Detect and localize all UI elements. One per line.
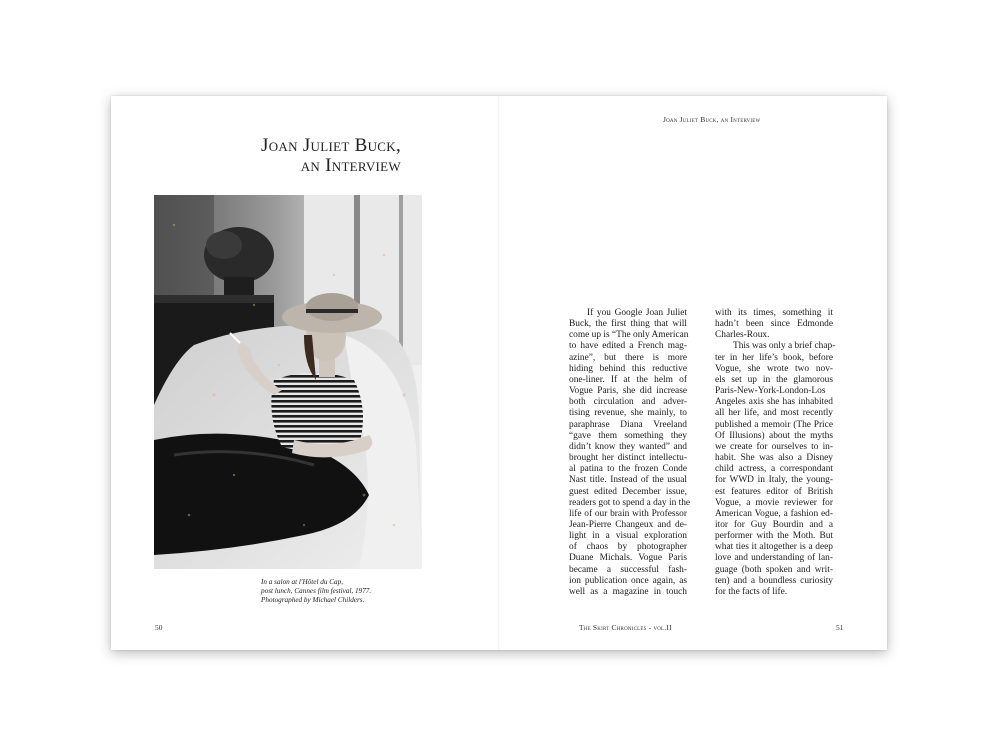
text-line: azine”, but there is more xyxy=(569,352,687,363)
text-line: to have edited a French mag- xyxy=(569,341,687,352)
left-page-number: 50 xyxy=(155,623,163,632)
text-line: became a successful fash- xyxy=(569,564,687,575)
text-line: Charles-Roux. xyxy=(715,330,770,341)
text-line: with its times, something it xyxy=(715,308,833,318)
article-column-2 xyxy=(715,308,836,598)
text-line: come up is “The only American xyxy=(569,330,689,341)
text-line: els set up in the glamorous xyxy=(715,374,833,385)
text-line: Paris-New-York-London-Los xyxy=(715,386,826,397)
text-line: Jean-Pierre Changeux and de- xyxy=(569,519,687,530)
title-line-2: an Interview xyxy=(300,155,401,176)
article-title xyxy=(151,136,401,176)
text-line: American Vogue, a fashion ed- xyxy=(715,508,833,519)
text-line: Duane Michals. Vogue Paris xyxy=(569,553,687,564)
caption-line: Photographed by Michael Childers. xyxy=(261,596,365,604)
text-line: habit. She was also a Disney xyxy=(715,453,833,464)
text-line: what ties it altogether is a deep xyxy=(715,542,833,553)
text-line: ten) and a boundless curiosity xyxy=(715,575,833,586)
text-line: life of our brain with Professor xyxy=(569,508,687,519)
article-column-1 xyxy=(569,308,691,598)
caption-line: post lunch, Cannes film festival, 1977. xyxy=(261,587,372,595)
text-line: Of Illusions) about the myths xyxy=(715,430,833,441)
text-line: didn’t know they wanted” and xyxy=(569,441,687,452)
text-line: guage (both spoken and writ- xyxy=(715,564,833,575)
text-line: tising revenue, she mainly, to xyxy=(569,408,687,419)
text-line: Nast title. Instead of the usual xyxy=(569,475,687,486)
text-line: Vogue, a movie reviewer for xyxy=(715,497,833,508)
text-line: Angeles axis she has inhabited xyxy=(715,397,833,408)
gutter-shadow xyxy=(498,96,500,650)
text-line: est features editor of British xyxy=(715,486,833,497)
text-line: brought her distinct intellectu- xyxy=(569,453,687,464)
caption-line: In a salon at l'Hôtel du Cap, xyxy=(261,578,343,586)
text-line: hadn’t been since Edmonde xyxy=(715,319,833,330)
text-line: ter in her life’s book, before xyxy=(715,352,833,363)
text-line: for WWD in Italy, the young- xyxy=(715,475,833,486)
text-line: readers got to spend a day in the xyxy=(569,497,691,508)
magazine-spread xyxy=(111,96,887,650)
running-head: Joan Juliet Buck, an Interview xyxy=(663,115,761,124)
text-line: child actress, a correspondant xyxy=(715,464,833,475)
text-line: love and understanding of lan- xyxy=(715,553,833,564)
text-line: al patina to the frozen Conde xyxy=(569,464,687,475)
title-line-1: Joan Juliet Buck, xyxy=(261,135,401,156)
portrait-photo xyxy=(154,195,422,569)
text-line: Vogue Paris, she did increase xyxy=(569,386,687,397)
footer-title: The Skirt Chronicles - vol.II xyxy=(579,623,672,632)
text-line: we create for ourselves to in- xyxy=(715,441,833,452)
text-line: for the facts of life. xyxy=(715,586,788,597)
text-line: both circulation and adver- xyxy=(569,397,687,408)
text-line: of chaos by photographer xyxy=(569,542,687,553)
text-line: performer with the Moth. But xyxy=(715,531,833,542)
text-line: itor for Guy Bourdin and a xyxy=(715,519,833,530)
text-line: all her life, and most recently xyxy=(715,408,833,419)
photo-caption xyxy=(261,578,501,605)
text-line: ion publication once again, as xyxy=(569,575,687,586)
text-line: hiding behind this reductive xyxy=(569,363,687,374)
text-line: Buck, the first thing that will xyxy=(569,319,687,330)
text-line: paraphrase Diana Vreeland xyxy=(569,419,687,430)
right-page-number: 51 xyxy=(836,623,844,632)
text-line: This was only a brief chap- xyxy=(733,341,836,352)
text-line: published a memoir (The Price xyxy=(715,419,833,430)
text-line: If you Google Joan Juliet xyxy=(587,308,687,318)
text-line: Vogue, she wrote two nov- xyxy=(715,363,833,374)
text-line: guest edited December issue, xyxy=(569,486,687,497)
text-line: light in a visual exploration xyxy=(569,531,687,542)
text-line: one-liner. If at the helm of xyxy=(569,374,687,385)
text-line: well as a magazine in touch xyxy=(569,586,687,597)
text-line: “gave them something they xyxy=(569,430,687,441)
